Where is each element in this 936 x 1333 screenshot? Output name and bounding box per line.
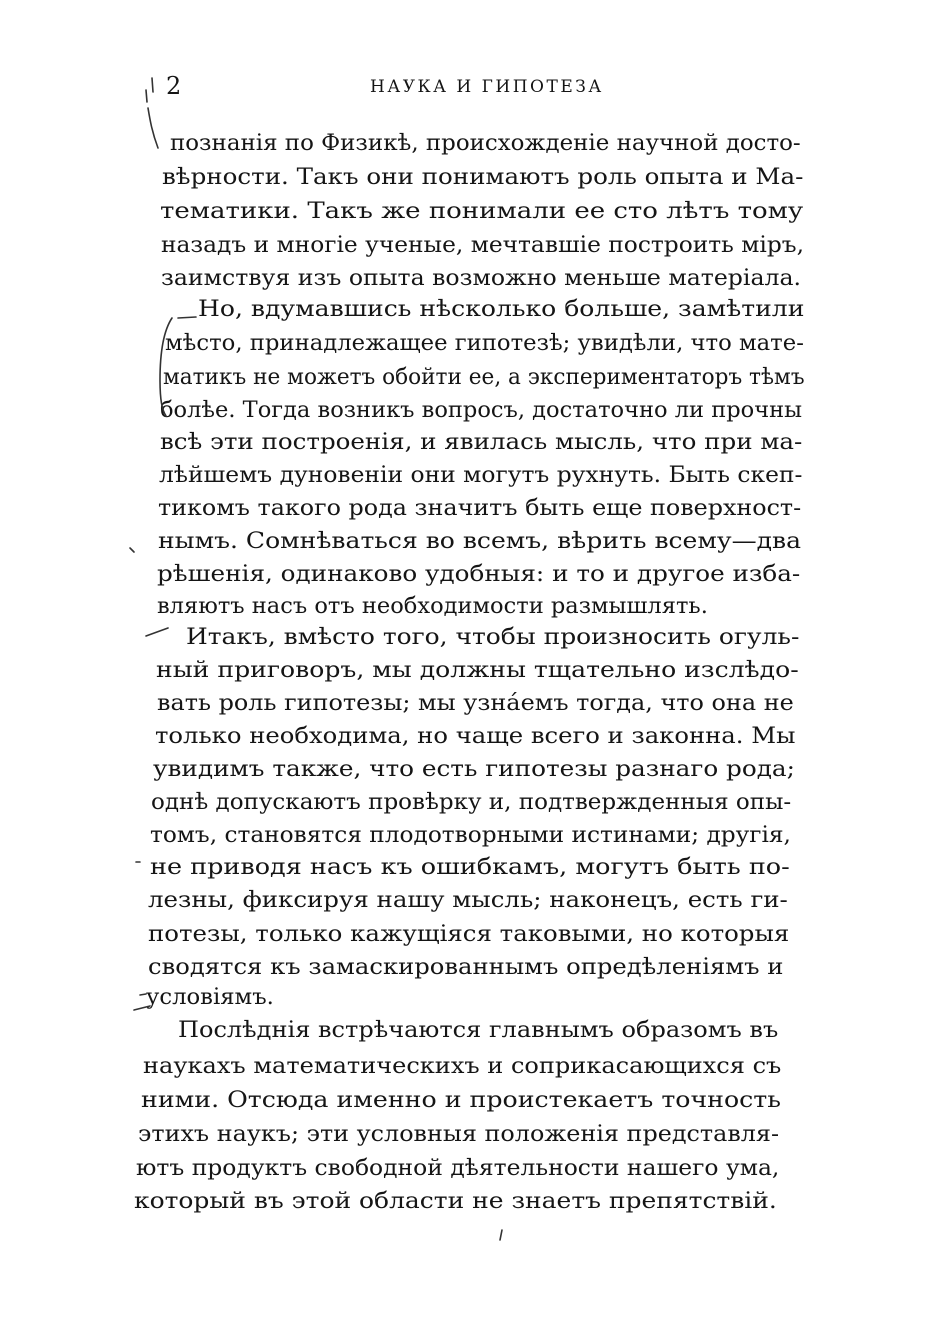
text-line: вѣрности. Такъ они понимаютъ роль опыта и Ма-	[162, 165, 804, 190]
text-line: условіямъ.	[146, 985, 274, 1010]
text-line: сводятся къ замаскированнымъ опредѣленіямъ и	[148, 955, 784, 980]
text-line: ный приговоръ, мы должны тщательно изслѣдо-	[156, 658, 799, 683]
text-line: Итакъ, вмѣсто того, чтобы произносить огуль-	[186, 625, 800, 650]
text-line: вляютъ насъ отъ необходимости размышлять.	[157, 594, 708, 619]
pencil-stray-mark	[500, 1230, 502, 1240]
text-line: вать роль гипотезы; мы узнáемъ тогда, что она не	[157, 691, 794, 716]
text-line: Послѣднія встрѣчаются главнымъ образомъ въ	[178, 1018, 779, 1043]
pencil-dash	[146, 628, 168, 636]
text-line: ними. Отсюда именно и проистекаетъ точность	[141, 1088, 782, 1113]
text-line: рѣшенія, одинаково удобныя: и то и другое изба-	[157, 562, 801, 587]
text-line: матикъ не можетъ обойти ее, а экспериментаторъ тѣмъ	[163, 365, 805, 390]
text-line: болѣе. Тогда возникъ вопросъ, достаточно ли прочны	[160, 398, 803, 423]
text-line: только необходима, но чаще всего и законна. Мы	[155, 724, 796, 749]
pencil-tick-mark	[146, 90, 147, 102]
text-line: мѣсто, принадлежащее гипотезѣ; увидѣли, что мате-	[165, 331, 804, 356]
pencil-underline	[178, 317, 196, 318]
text-line: тематики. Такъ же понимали ее сто лѣтъ тому	[160, 199, 804, 224]
text-line: увидимъ также, что есть гипотезы разнаго рода;	[153, 757, 795, 782]
running-title: НАУКА И ГИПОТЕЗА	[370, 77, 604, 97]
text-line: который въ этой области не знаетъ препятствій.	[134, 1189, 777, 1214]
page-number: 2	[166, 72, 183, 100]
text-line: нымъ. Сомнѣваться во всемъ, вѣрить всему—два	[158, 529, 802, 554]
pencil-tick-mark	[152, 78, 153, 92]
text-line: ютъ продуктъ свободной дѣятельности нашего ума,	[136, 1156, 780, 1181]
text-line: лѣйшемъ дуновеніи они могутъ рухнуть. Быть скеп-	[159, 463, 803, 488]
text-line: наукахъ математическихъ и соприкасающихся съ	[143, 1054, 782, 1079]
text-line: всѣ эти построенія, и явилась мысль, что при ма-	[160, 430, 803, 455]
pencil-margin-line	[148, 108, 158, 148]
text-line: этихъ наукъ; эти условныя положенія представля-	[138, 1122, 780, 1147]
pencil-dot	[130, 548, 134, 552]
text-line: назадъ и многіе ученые, мечтавшіе построить міръ,	[161, 233, 804, 258]
text-line: познанія по Физикѣ, происхожденіе научной досто-	[170, 131, 801, 156]
text-line: однѣ допускаютъ провѣрку и, подтвержденныя опы-	[151, 790, 792, 815]
text-line: томъ, становятся плодотворными истинами; другія,	[150, 823, 791, 848]
text-line: потезы, только кажущіяся таковыми, но которыя	[148, 922, 790, 947]
text-line: заимствуя изъ опыта возможно меньше матеріала.	[161, 266, 802, 291]
text-line: Но, вдумавшись нѣсколько больше, замѣтили	[198, 297, 805, 322]
text-line: не приводя насъ къ ошибкамъ, могутъ быть по-	[150, 855, 790, 880]
text-line: лезны, фиксируя нашу мысль; наконецъ, есть ги-	[148, 888, 788, 913]
text-line: тикомъ такого рода значитъ быть еще поверхност-	[158, 496, 802, 521]
